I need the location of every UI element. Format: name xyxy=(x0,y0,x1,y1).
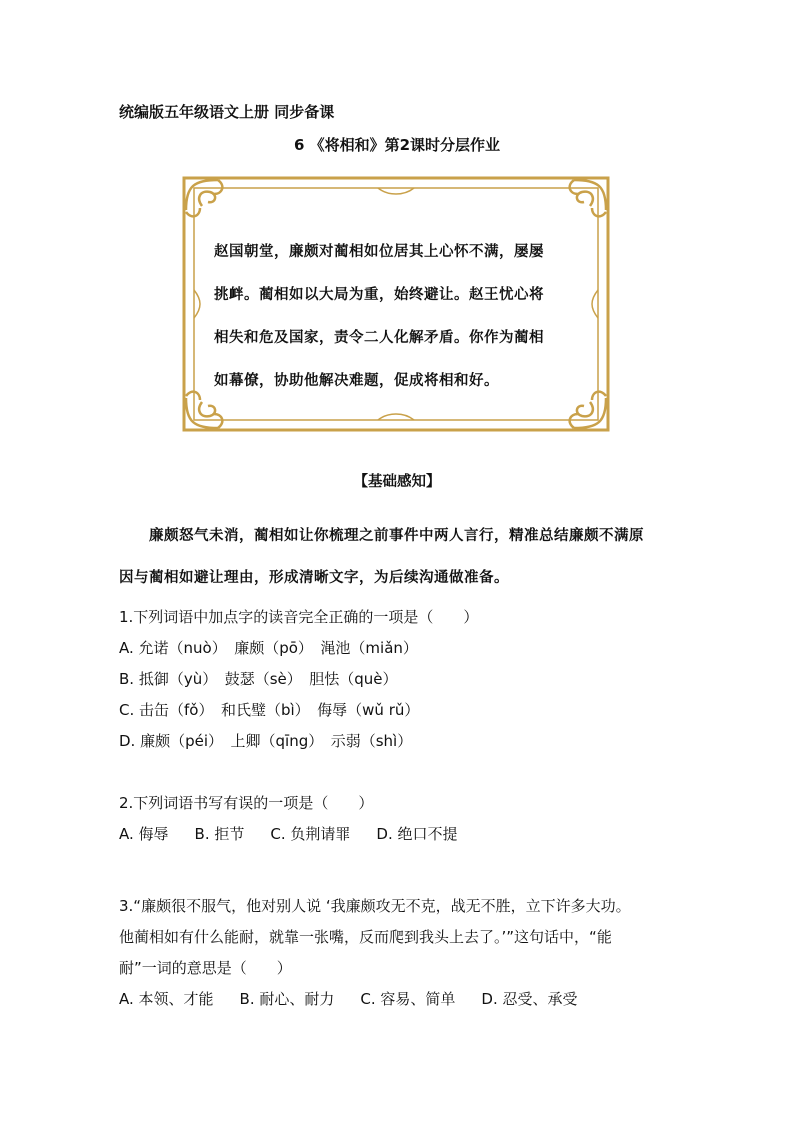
question-stem: 1.下列词语中加点字的读音完全正确的一项是（ ） xyxy=(119,608,479,626)
option-b: B. 耐心、耐力 xyxy=(239,990,335,1008)
option-a: A. 允诺（nuò） 廉颇（pō） 渑池（miǎn） xyxy=(119,639,418,657)
document-header: 统编版五年级语文上册 同步备课 xyxy=(119,103,335,121)
question-1 xyxy=(119,602,689,757)
option-a: A. 本领、才能 xyxy=(119,990,214,1008)
option-c: C. 负荆请罪 xyxy=(270,825,351,843)
option-b: B. 拒节 xyxy=(194,825,245,843)
option-b: B. 抵御（yù） 鼓瑟（sè） 胆怯（què） xyxy=(119,670,398,688)
option-d: D. 廉颇（péi） 上卿（qīng） 示弱（shì） xyxy=(119,732,413,750)
options-row xyxy=(119,819,689,850)
intro-line: 廉颇怒气未消，蔺相如让你梳理之前事件中两人言行，精准总结廉颇不满原 xyxy=(149,527,644,544)
stem-line: 他蔺相如有什么能耐，就靠一张嘴，反而爬到我头上去了。’”这句话中，“能 xyxy=(119,928,612,946)
option-c: C. 击缶（fǒ） 和氏璧（bì） 侮辱（wǔ rǔ） xyxy=(119,701,420,719)
scenario-line: 相失和危及国家，责令二人化解矛盾。你作为蔺相 xyxy=(214,329,544,346)
option-d: D. 绝口不提 xyxy=(376,825,458,843)
question-stem xyxy=(119,891,689,984)
scenario-line: 挑衅。蔺相如以大局为重，始终避让。赵王忧心将 xyxy=(214,286,544,303)
scenario-frame xyxy=(178,172,614,436)
section-title: 【基础感知】 xyxy=(353,474,441,490)
scenario-line: 赵国朝堂，廉颇对蔺相如位居其上心怀不满，屡屡 xyxy=(214,243,544,260)
question-2 xyxy=(119,788,689,850)
option-c: C. 容易、简单 xyxy=(360,990,456,1008)
option-d: D. 忍受、承受 xyxy=(481,990,578,1008)
scenario-line: 如幕僚，协助他解决难题，促成将相和好。 xyxy=(214,372,499,389)
scenario-text xyxy=(214,230,582,402)
intro-line: 因与蔺相如避让理由，形成清晰文字，为后续沟通做准备。 xyxy=(119,569,509,586)
stem-line: 3.“廉颇很不服气，他对别人说 ‘我廉颇攻无不克，战无不胜，立下许多大功。 xyxy=(119,897,631,915)
question-3 xyxy=(119,891,689,1015)
question-stem: 2.下列词语书写有误的一项是（ ） xyxy=(119,794,374,812)
option-a: A. 侮辱 xyxy=(119,825,169,843)
options-row xyxy=(119,984,689,1015)
lesson-title: 6 《将相和》第2课时分层作业 xyxy=(293,136,501,154)
stem-line: 耐”一词的意思是（ ） xyxy=(119,959,292,977)
task-intro xyxy=(119,515,681,599)
